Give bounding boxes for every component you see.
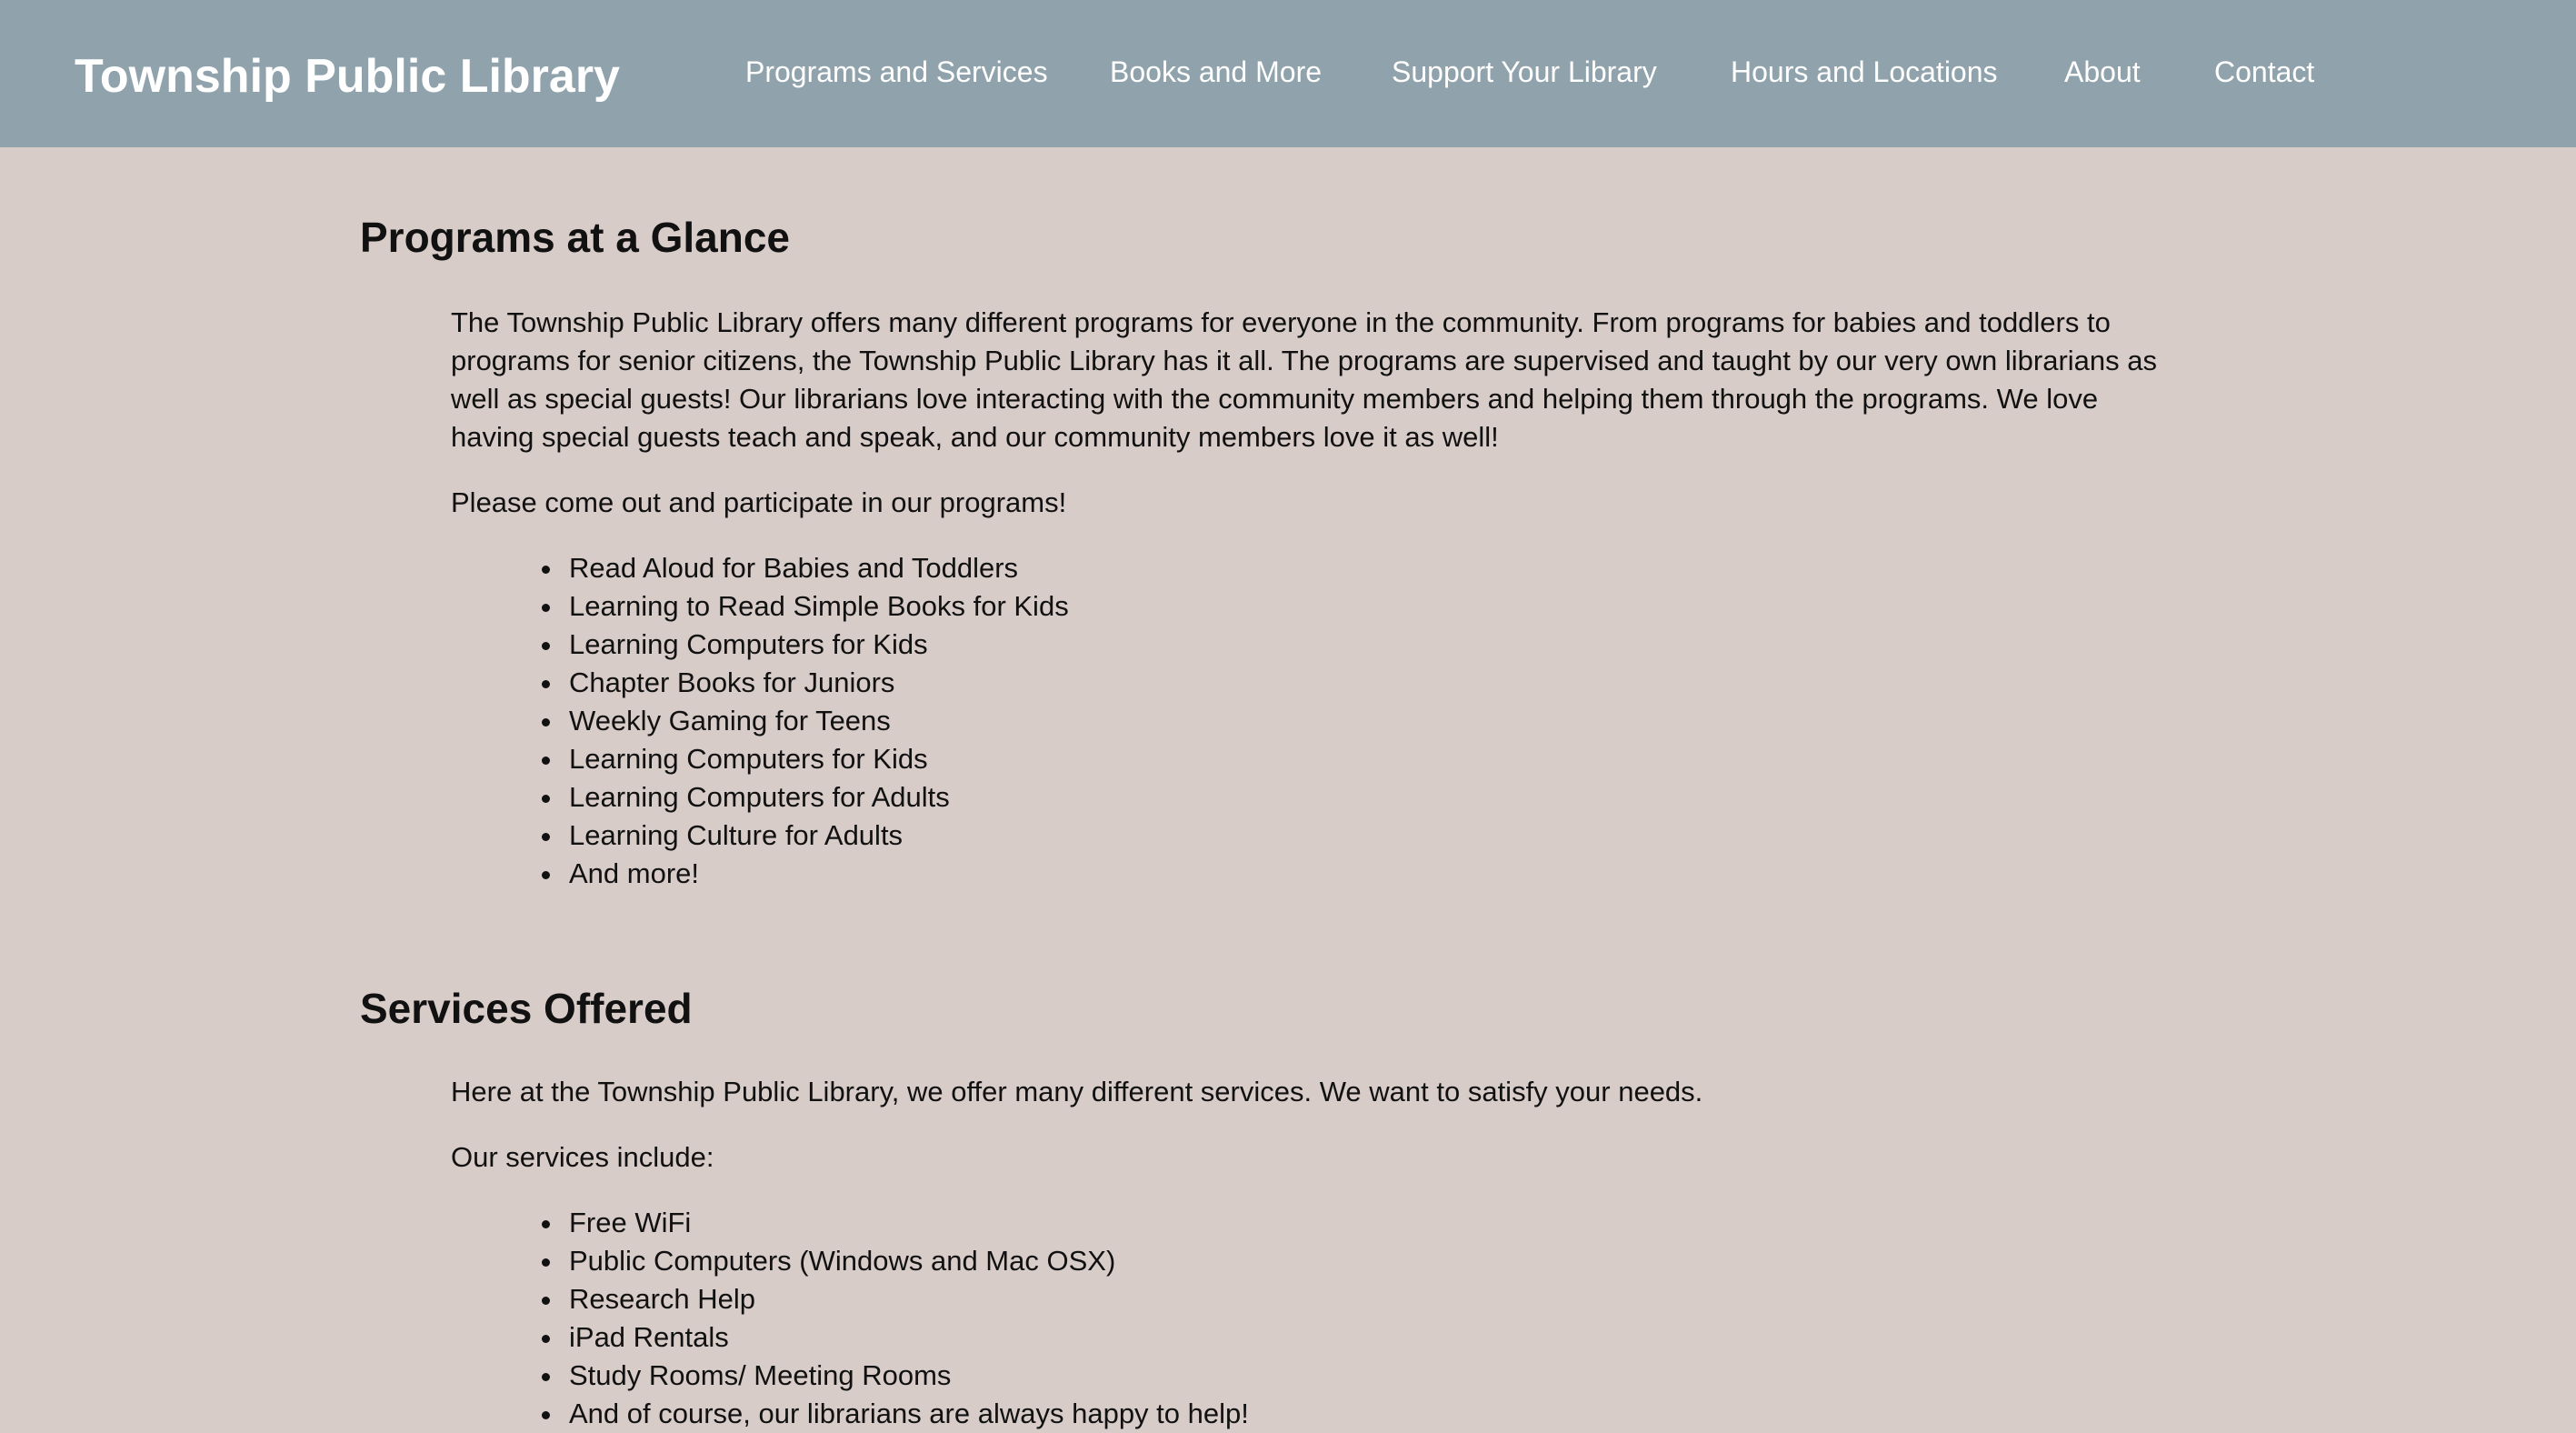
programs-description: The Township Public Library offers many different programs for everyone in the community. From programs for babies and toddlers to programs for senior citizens, the Township Public Library has it all. The programs are supervised and taught by our very own librarians as well as special guests! Our librarians love interacting with the community members and helping them through the programs. We love having special guests teach and speak, and our community members love it as well! <box>451 306 2157 453</box>
main-content <box>0 147 2576 1429</box>
program-item: Read Aloud for Babies and Toddlers <box>569 549 1069 587</box>
services-intro: Here at the Township Public Library, we offer many different services. We want to satisfy your needs. <box>451 1076 1703 1107</box>
nav-books-and-more[interactable]: Books and More <box>1110 55 1323 88</box>
program-item: Learning Culture for Adults <box>569 817 1069 855</box>
program-item: Learning to Read Simple Books for Kids <box>569 587 1069 626</box>
service-item: And of course, our librarians are always happy to help! <box>569 1395 1249 1433</box>
top-nav-bar <box>0 0 2576 147</box>
nav-hours-and-locations[interactable]: Hours and Locations <box>1731 55 1998 88</box>
service-item: Study Rooms/ Meeting Rooms <box>569 1357 1249 1395</box>
program-item: Chapter Books for Juniors <box>569 664 1069 702</box>
programs-heading: Programs at a Glance <box>360 214 790 261</box>
site-title-link[interactable]: Township Public Library <box>75 50 620 103</box>
service-item: Free WiFi <box>569 1204 1249 1242</box>
services-heading: Services Offered <box>360 985 693 1032</box>
service-item: iPad Rentals <box>569 1318 1249 1357</box>
service-item: Research Help <box>569 1280 1249 1318</box>
services-list <box>569 1204 1249 1433</box>
service-item: Public Computers (Windows and Mac OSX) <box>569 1242 1249 1280</box>
nav-support-your-library[interactable]: Support Your Library <box>1392 55 1657 88</box>
programs-invite-text: Please come out and participate in our programs! <box>451 486 1067 518</box>
nav-about[interactable]: About <box>2064 55 2141 88</box>
program-item: Learning Computers for Kids <box>569 740 1069 778</box>
program-item: Learning Computers for Kids <box>569 626 1069 664</box>
nav-programs-and-services[interactable]: Programs and Services <box>745 55 1048 88</box>
services-lead: Our services include: <box>451 1141 714 1173</box>
programs-list <box>569 549 1069 893</box>
nav-contact[interactable]: Contact <box>2214 55 2315 88</box>
program-item: Learning Computers for Adults <box>569 778 1069 817</box>
program-item: And more! <box>569 855 1069 893</box>
program-item: Weekly Gaming for Teens <box>569 702 1069 740</box>
